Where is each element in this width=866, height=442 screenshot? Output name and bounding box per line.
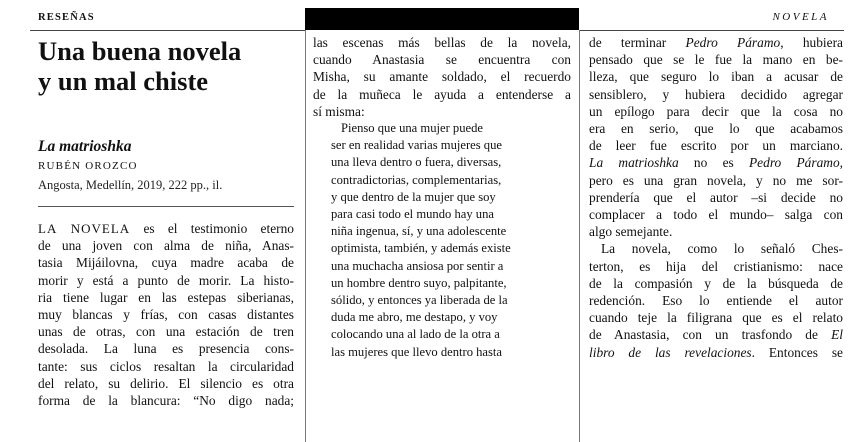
text-line: de una joven con alma de niña, Anas-	[38, 238, 294, 254]
body-column-2	[313, 34, 571, 120]
text-line: redención. Eso lo entiende el autor	[589, 293, 843, 309]
book-reference: libro de las revelaciones	[589, 344, 752, 360]
book-reference: El	[831, 327, 843, 343]
header-black-bar	[305, 8, 579, 30]
lead-in-smallcaps: LA NOVELA	[38, 221, 131, 236]
text-line: las escenas más bellas de la novela,	[313, 35, 571, 50]
text-line: sensiblero, y hubiera decidido agregar	[589, 86, 843, 102]
text-fragment: de terminar	[589, 35, 686, 50]
text-fragment: ,	[839, 155, 843, 171]
text-line: tante: sus ciclos resaltan la circularidad	[38, 358, 294, 374]
quote-line: las mujeres que llevo dentro hasta	[331, 344, 503, 359]
text-line: forma de la blancura: “No digo nada;	[38, 393, 294, 409]
book-title: La matrioshka	[38, 138, 132, 155]
column-divider	[305, 30, 306, 442]
text-line: prendería que el autor –si decide no	[589, 189, 843, 205]
text-line: morir y está a punto de morir. La histo-	[38, 272, 294, 288]
byline-rule	[38, 206, 294, 207]
book-reference: Pedro Páramo	[749, 155, 840, 171]
text-line: de la compasión y de la búsqueda de	[589, 275, 843, 291]
quote-line: una lleva dentro o fuera, diversas,	[331, 155, 502, 170]
genre-label: NOVELA	[772, 11, 829, 23]
text-line: desolada. La luna es presencia cons-	[38, 341, 294, 357]
text-line: muy blancas y frías, con casas distantes	[38, 307, 294, 323]
text-line: complacer a todo el mundo– salga con	[589, 207, 843, 223]
header-rule-right	[579, 30, 844, 31]
body-column-1	[38, 220, 294, 409]
text-line: La novela, como lo señaló Ches-	[601, 241, 843, 257]
text-line: Misha, su amante soldado, el recuerdo	[313, 69, 571, 85]
header-rule-left	[30, 30, 305, 31]
quote-line: sólido, y entonces ya liberada de la	[331, 293, 508, 308]
text-line: un epílogo para decir que la cosa no	[589, 103, 843, 119]
text-line: pero es una gran novela, y no me sor-	[589, 172, 843, 188]
book-reference: La matrioshka	[589, 155, 679, 171]
column-divider	[579, 30, 580, 442]
text-line	[589, 34, 843, 51]
text-line: lleza, que seguro lo iban a acusar de	[589, 69, 843, 85]
text-line: unas de otras, con una estación de tren	[38, 324, 294, 340]
text-line: del relato, su delirio. El silencio es otra	[38, 375, 294, 391]
book-author: RUBÉN OROZCO	[38, 160, 138, 172]
text-line	[589, 326, 843, 343]
quote-line: contradictorias, complementarias,	[331, 172, 502, 187]
quote-line: una muchacha ansiosa por sentir a	[331, 258, 504, 273]
text-line: pensado que se le fue la mano en be-	[589, 52, 843, 68]
quote-line: optimista, también, y además existe	[331, 241, 511, 256]
book-reference: Pedro Páramo	[685, 35, 781, 50]
text-line	[589, 344, 843, 361]
text-line: cuando teje la filigrana que es el relato	[589, 310, 843, 326]
quote-line: niña ingenua, sí, y una adolescente	[331, 224, 507, 239]
section-label: RESEÑAS	[38, 12, 95, 23]
text-line: de la muñeca le ayuda a entenderse a	[313, 86, 571, 102]
quote-line: ser en realidad varias mujeres que	[331, 138, 502, 153]
text-line: terton, es hija del cristianismo: nace	[589, 258, 843, 274]
publication-info: Angosta, Medellín, 2019, 222 pp., il.	[38, 178, 223, 192]
text-fragment: no es	[678, 155, 749, 171]
quote-line: y que dentro de la mujer que soy	[331, 189, 496, 204]
text-line: cuando Anastasia se encuentra con	[313, 52, 571, 68]
quote-line: colocando una al lado de la otra a	[331, 327, 500, 342]
text-line	[38, 220, 294, 237]
block-quote	[331, 120, 571, 361]
quote-line: duda me abro, me destapo, y voy	[331, 310, 498, 325]
text-fragment: es el testimonio eterno	[130, 221, 294, 236]
quote-line: un hombre dentro suyo, palpitante,	[331, 275, 507, 290]
quote-line: Pienso que una mujer puede	[341, 121, 483, 135]
text-line: de leer fue escrito por un marciano.	[589, 138, 843, 154]
text-line: ria tiene lugar en las estepas siberianas,	[38, 289, 294, 305]
title-line: y un mal chiste	[38, 66, 209, 96]
text-fragment: , hubiera	[780, 35, 843, 50]
text-line	[589, 154, 843, 171]
text-line: algo semejante.	[589, 224, 673, 240]
text-line: era en serio, que lo que acabamos	[589, 121, 843, 137]
text-fragment: . Entonces se	[751, 344, 843, 360]
text-line: tasia Mijáilovna, cuya madre acaba de	[38, 255, 294, 271]
article-title	[38, 36, 300, 96]
quote-line: para casi todo el mundo hay una	[331, 207, 494, 222]
text-line: sí misma:	[313, 103, 365, 119]
text-fragment: de Anastasia, con un trasfondo de	[589, 327, 832, 343]
body-column-3	[589, 34, 843, 361]
title-line: Una buena novela	[38, 36, 242, 66]
